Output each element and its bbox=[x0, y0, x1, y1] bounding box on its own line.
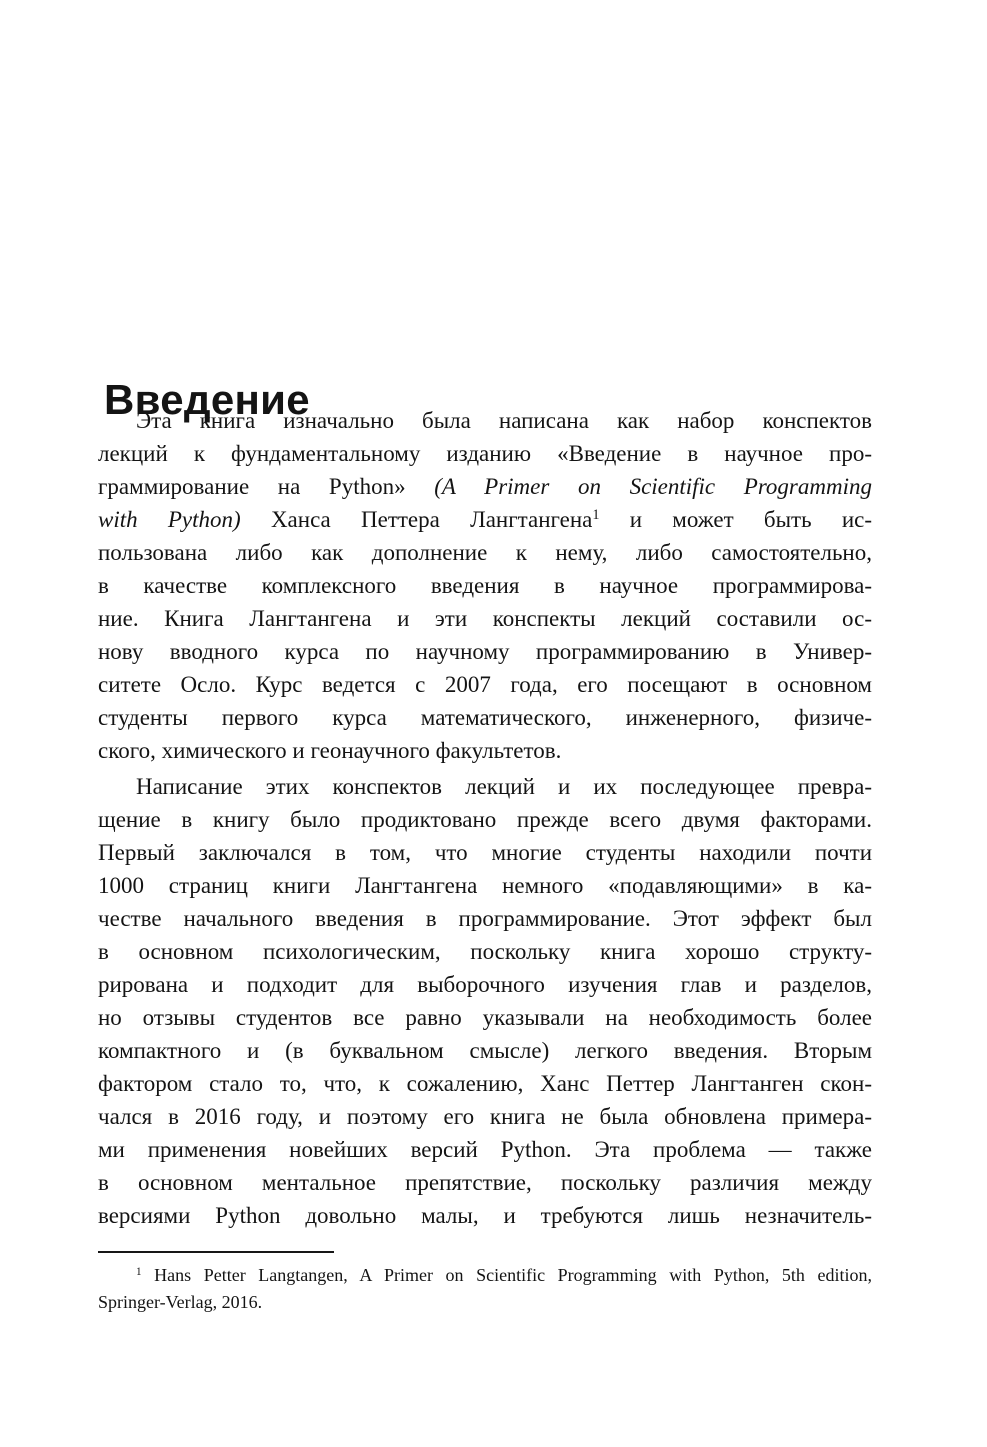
text-line: Написание этих конспектов лекций и их последующее превра- bbox=[136, 774, 872, 799]
text-line: ми применения новейших версий Python. Эта проблема — также bbox=[98, 1137, 872, 1162]
text-line: пользована либо как дополнение к нему, либо самостоятельно, bbox=[98, 540, 872, 565]
text-line: фактором стало то, что, к сожалению, Ханс Петтер Лангтанген скон- bbox=[98, 1071, 872, 1096]
text-line: ние. Книга Лангтангена и эти конспекты лекций составили ос- bbox=[98, 606, 872, 631]
footnote bbox=[98, 1251, 872, 1316]
text-line: щение в книгу было продиктовано прежде всего двумя факторами. bbox=[98, 807, 872, 832]
footnote-marker: 1 bbox=[136, 1265, 142, 1278]
text-line: нову вводного курса по научному программированию в Универ- bbox=[98, 639, 872, 664]
text-line: with Python) Ханса Петтера Лангтангена$^1$ и может быть ис- bbox=[98, 507, 872, 532]
text-line: студенты первого курса математического, инженерного, физиче- bbox=[98, 705, 872, 730]
footnote-rule bbox=[98, 1251, 334, 1253]
text-line: но отзывы студентов все равно указывали на необходимость более bbox=[98, 1005, 872, 1030]
text-line: Эта книга изначально была написана как набор конспектов bbox=[136, 408, 872, 433]
text-line: Springer-Verlag, 2016. bbox=[98, 1292, 263, 1312]
text-line: честве начального введения в программирование. Этот эффект был bbox=[98, 906, 872, 931]
text-line: в качестве комплексного введения в научное программирова- bbox=[98, 573, 872, 598]
page-title: Введение bbox=[104, 376, 310, 424]
text-line: Первый заключался в том, что многие студенты находили почти bbox=[98, 840, 872, 865]
text-line: ситете Осло. Курс ведется с 2007 года, его посещают в основном bbox=[98, 672, 872, 697]
text-line: лекций к фундаментальному изданию «Введение в научное про- bbox=[98, 441, 872, 466]
text-line: 1000 страниц книги Лангтангена немного «подавляющими» в ка- bbox=[98, 873, 872, 898]
footnote-marker: 1 bbox=[592, 507, 600, 524]
text-line: рирована и подходит для выборочного изучения глав и разделов, bbox=[98, 972, 872, 997]
text-line: ского, химического и геонаучного факультетов. bbox=[98, 738, 562, 763]
footnote-text bbox=[98, 1262, 872, 1316]
text-line: версиями Python довольно малы, и требуются лишь незначитель- bbox=[98, 1203, 872, 1228]
text-line: компактного и (в буквальном смысле) легкого введения. Вторым bbox=[98, 1038, 872, 1063]
text-line: в основном психологическим, поскольку книга хорошо структу- bbox=[98, 939, 872, 964]
paragraphs bbox=[98, 404, 872, 1232]
paragraph bbox=[98, 404, 872, 767]
text-line: $^1$ Hans Petter Langtangen, A Primer on Scientific Programming with Python, 5th edition, bbox=[136, 1265, 872, 1285]
paragraph bbox=[98, 770, 872, 1232]
text-line: граммирование на Python» (A Primer on Scientific Programming bbox=[98, 474, 872, 499]
text-line: чался в 2016 году, и поэтому его книга не была обновлена примера- bbox=[98, 1104, 872, 1129]
text-line: в основном ментальное препятствие, поскольку различия между bbox=[98, 1170, 872, 1195]
